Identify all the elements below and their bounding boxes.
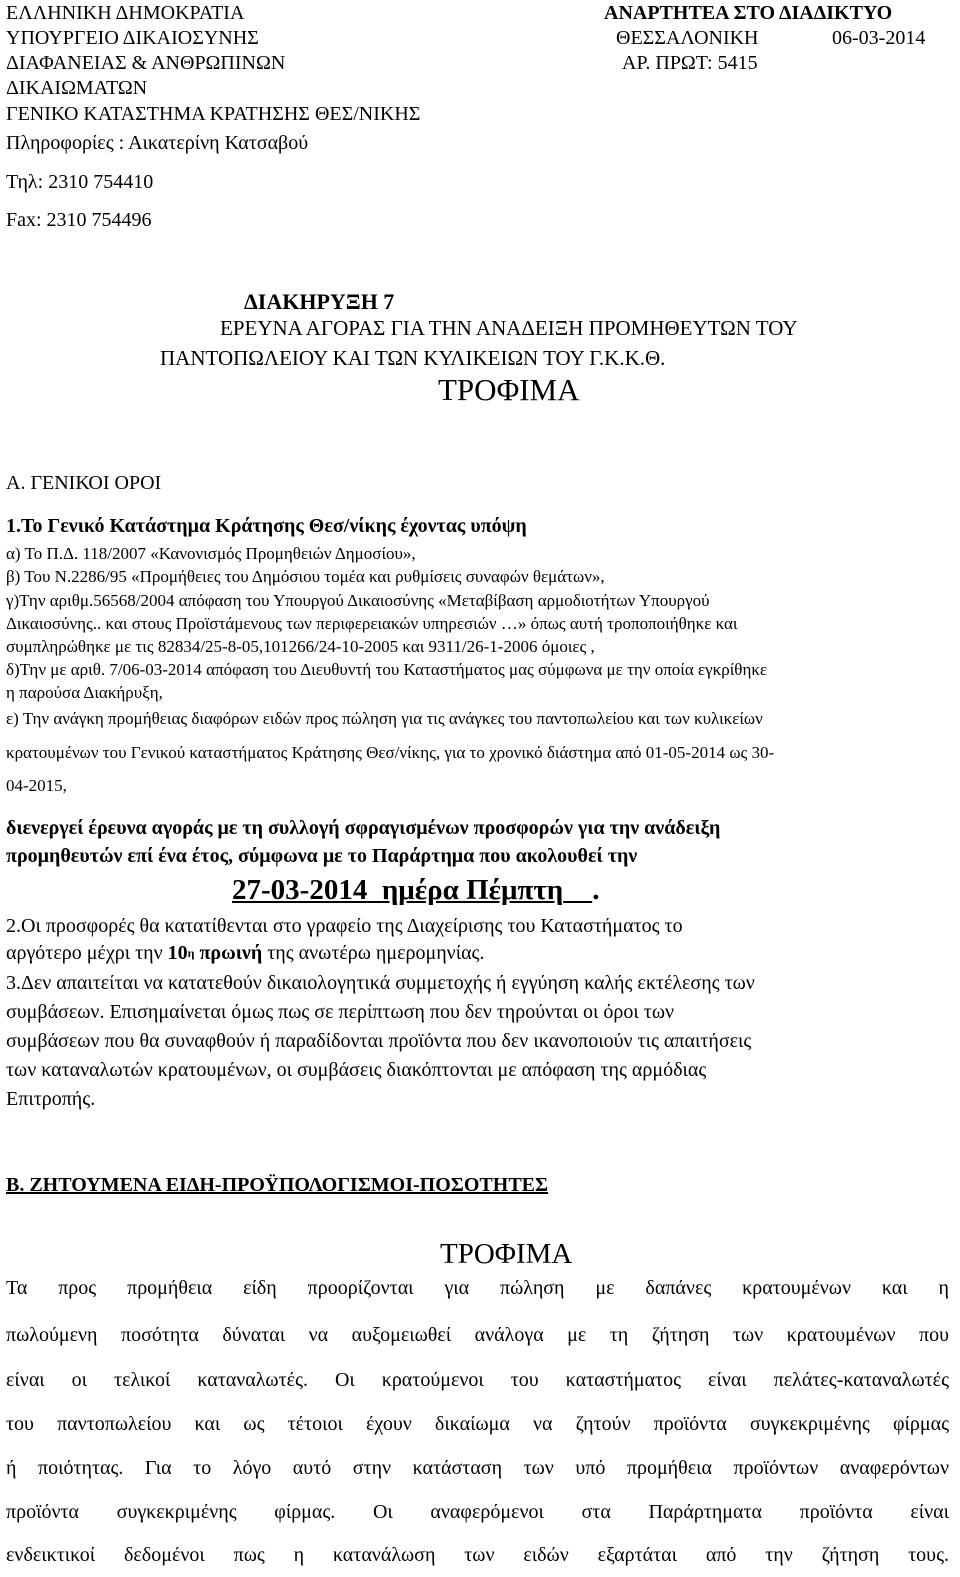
item1-title: 1.Το Γενικό Κατάστημα Κράτησης Θεσ/νίκης έχοντας υπόψη xyxy=(6,515,527,537)
deadline-underline-tail xyxy=(563,874,592,906)
item2-line-1: 2.Οι προσφορές θα κατατίθενται στο γραφείο της Διαχείρισης του Καταστήματος το xyxy=(6,915,683,937)
section-b-subject: ΤΡΟΦΙΜΑ xyxy=(440,1238,573,1270)
consideration-a: α) Το Π.Δ. 118/2007 «Κανονισμός Προμηθειών Δημοσίου», xyxy=(6,544,416,563)
header-phone: Τηλ: 2310 754410 xyxy=(6,171,154,193)
consideration-c-cont2: συμπληρώθηκε με τις 82834/25-8-05,101266/24-10-2005 και 9311/26-1-2006 όμοιες , xyxy=(6,637,595,656)
header-ministry: ΥΠΟΥΡΓΕΙΟ ΔΙΚΑΙΟΣΥΝΗΣ xyxy=(6,27,259,49)
header-date: 06-03-2014 xyxy=(832,27,926,49)
header-republic: ΕΛΛΗΝΙΚΗ ΔΗΜΟΚΡΑΤΙΑ xyxy=(6,2,245,24)
header-fax: Fax: 2310 754496 xyxy=(6,209,152,231)
deadline-period: . xyxy=(592,874,600,906)
conduct-line-1: διενεργεί έρευνα αγοράς με τη συλλογή σφραγισμένων προσφορών για την ανάδειξη xyxy=(6,817,721,839)
section-a-heading: Α. ΓΕΝΙΚΟΙ ΟΡΟΙ xyxy=(6,472,162,494)
item2-post: της ανωτέρω ημερομηνίας. xyxy=(262,942,485,964)
consideration-d: δ)Την με αριθ. 7/06-03-2014 απόφαση του Διευθυντή του Καταστήματος μας σύμφωνα με την οποία εγκρίθηκε xyxy=(6,660,768,679)
consideration-e-cont: κρατουμένων του Γενικού καταστήματος Κράτησης Θεσ/νίκης, για το χρονικό διάστημα από 01-05-2014 ως 30- xyxy=(6,743,775,762)
deadline-day: ημέρα Πέμπτη xyxy=(381,874,564,906)
consideration-e: ε) Την ανάγκη προμήθειας διαφόρων ειδών προς πώληση για τις ανάγκες του παντοπωλείου και των κυλικείων xyxy=(6,709,763,728)
paragraph-line-5: ή ποιότητας. Για το λόγο αυτό στην κατάσταση των υπό προμήθεια προϊόντων αναφερόντων xyxy=(6,1457,949,1479)
title-line-2: ΕΡΕΥΝΑ ΑΓΟΡΑΣ ΓΙΑ ΤΗΝ ΑΝΑΔΕΙΞΗ ΠΡΟΜΗΘΕΥΤΩΝ ΤΟΥ xyxy=(220,316,798,340)
paragraph-line-2: πωλούμενη ποσότητα δύναται να αυξομειωθεί ανάλογα με τη ζήτηση των κρατουμένων που xyxy=(6,1324,949,1346)
protocol-number: ΑΡ. ΠΡΩΤ: 5415 xyxy=(622,52,758,74)
deadline-date: 27-03-2014 xyxy=(232,874,368,906)
paragraph-line-7: ενδεικτικοί δεδομένοι πως η κατανάλωση των ειδών εξαρτάται από την ζήτηση τους. xyxy=(6,1544,949,1566)
consideration-e-cont2: 04-2015, xyxy=(6,776,67,795)
item2-sup: η xyxy=(187,946,195,960)
header-institution: ΓΕΝΙΚΟ ΚΑΤΑΣΤΗΜΑ ΚΡΑΤΗΣΗΣ ΘΕΣ/ΝΙΚΗΣ xyxy=(6,103,421,125)
header-ministry-cont2: ΔΙΚΑΙΩΜΑΤΩΝ xyxy=(6,77,148,99)
item2-pre: αργότερο μέχρι την xyxy=(6,942,168,964)
item3-line-3: συμβάσεων που θα συναφθούν ή παραδίδονται προϊόντα που δεν ικανοποιούν τις απαιτήσεις xyxy=(6,1030,752,1052)
item2-morning: πρωινή xyxy=(199,942,263,964)
consideration-d-cont: η παρούσα Διακήρυξη, xyxy=(6,683,163,702)
deadline-spacer xyxy=(367,874,382,906)
consideration-b: β) Του Ν.2286/95 «Προμήθειες του Δημόσιου τομέα και ρυθμίσεις συναφών θεμάτων», xyxy=(6,567,605,586)
consideration-c-cont: Δικαιοσύνης.. και στους Προϊστάμενους των περιφερειακών υπηρεσιών …» όπως αυτή τροποποιήθηκε και xyxy=(6,614,738,633)
header-ministry-cont: ΔΙΑΦΑΝΕΙΑΣ & ΑΝΘΡΩΠΙΝΩΝ xyxy=(6,52,286,74)
section-b-heading: Β. ΖΗΤΟΥΜΕΝΑ ΕΙΔΗ-ΠΡΟΫΠΟΛΟΓΙΣΜΟΙ-ΠΟΣΟΤΗΤΕΣ xyxy=(6,1174,549,1196)
title-line-3: ΠΑΝΤΟΠΩΛΕΙΟΥ ΚΑΙ ΤΩΝ ΚΥΛΙΚΕΙΩΝ ΤΟΥ Γ.Κ.Κ.Θ. xyxy=(160,346,666,370)
posted-online-label: ΑΝΑΡΤΗΤΕΑ ΣΤΟ ΔΙΑΔΙΚΤΥΟ xyxy=(604,2,893,24)
subject-title: ΤΡΟΦΙΜΑ xyxy=(438,372,580,407)
header-contact-person: Πληροφορίες : Αικατερίνη Κατσαβού xyxy=(6,132,309,154)
paragraph-line-6: προϊόντα συγκεκριμένης φίρμας. Οι αναφερόμενοι στα Παράρτηματα προϊόντα είναι xyxy=(6,1501,949,1523)
item3-line-1: 3.Δεν απαιτείται να κατατεθούν δικαιολογητικά συμμετοχής ή εγγύηση καλής εκτέλεσης των xyxy=(6,972,755,994)
item2-hour: 10 xyxy=(167,942,188,964)
declaration-number: ΔΙΑΚΗΡΥΞΗ 7 xyxy=(244,289,395,314)
item3-line-4: των καταναλωτών κρατουμένων, οι συμβάσεις διακόπτονται με απόφαση της αρμόδιας xyxy=(6,1059,707,1081)
consideration-c: γ)Την αριθμ.56568/2004 απόφαση του Υπουργού Δικαιοσύνης «Μεταβίβαση αρμοδιοτήτων Υπουργού xyxy=(6,591,710,610)
paragraph-line-4: του παντοπωλείου και ως τέτοιοι έχουν δικαίωμα να ζητούν προϊόντα συγκεκριμένης φίρμας xyxy=(6,1413,949,1435)
paragraph-line-3: είναι οι τελικοί καταναλωτές. Οι κρατούμενοι του καταστήματος είναι πελάτες-καταναλωτές xyxy=(6,1369,949,1391)
conduct-line-2: προμηθευτών επί ένα έτος, σύμφωνα με το Παράρτημα που ακολουθεί την xyxy=(6,845,638,867)
deadline-line xyxy=(232,876,599,905)
item3-line-5: Επιτροπής. xyxy=(6,1088,96,1110)
item2-line-2 xyxy=(6,943,484,963)
paragraph-line-1: Τα προς προμήθεια είδη προορίζονται για πώληση με δαπάνες κρατουμένων και η xyxy=(6,1277,949,1299)
item3-line-2: συμβάσεων. Επισημαίνεται όμως πως σε περίπτωση που δεν τηρούνται οι όροι των xyxy=(6,1001,675,1023)
header-city: ΘΕΣΣΑΛΟΝΙΚΗ xyxy=(616,27,759,49)
